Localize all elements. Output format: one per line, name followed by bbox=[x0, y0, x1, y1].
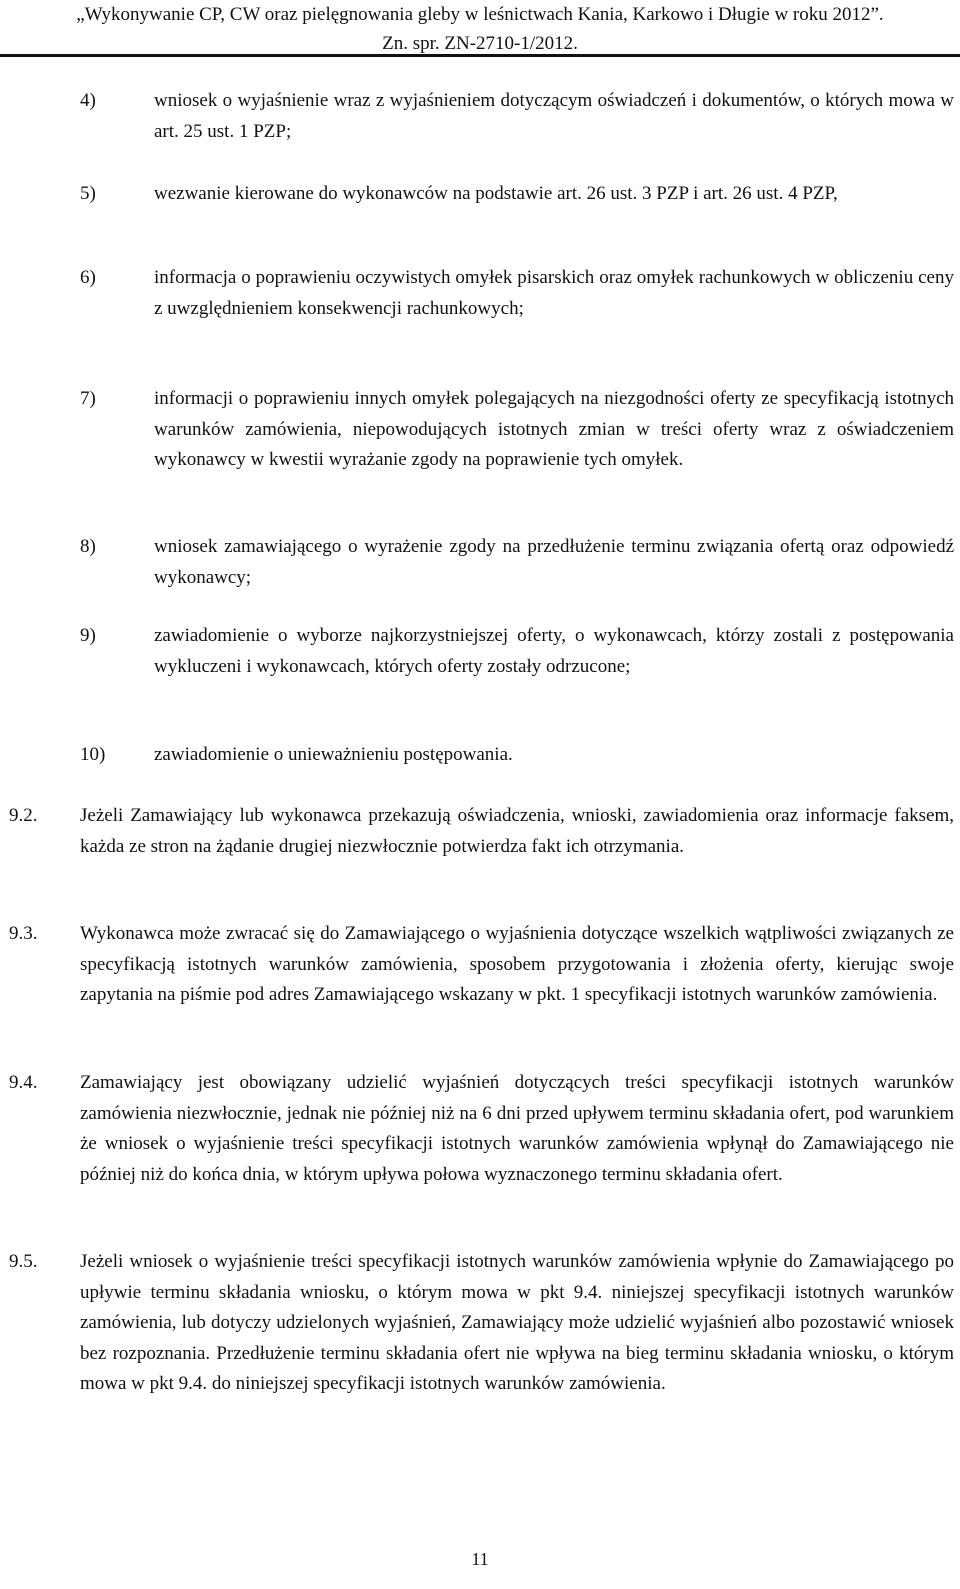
list-item-number: 6) bbox=[80, 267, 96, 288]
page-header bbox=[0, 0, 960, 58]
section-text: Zamawiający jest obowiązany udzielić wyjaśnień dotyczących treści specyfikacji istotnych warunków zamówienia niezwłocznie, jednak nie później niż na 6 dni przed upływem terminu składania ofert, pod warunkiem że wniosek o wyjaśnienie treści specyfikacji istotnych warunków zamówienia wpłynął do Zamawiającego nie później niż do końca dnia, w którym upływa połowa wyznaczonego terminu składania ofert. bbox=[80, 1072, 954, 1185]
list-item-number: 7) bbox=[80, 388, 96, 409]
section-text: Wykonawca może zwracać się do Zamawiającego o wyjaśnienia dotyczące wszelkich wątpliwości związanych ze specyfikacją istotnych warunków zamówienia, sposobem przygotowania i złożenia oferty, kierując swoje zapytania na piśmie pod adres Zamawiającego wskazany w pkt. 1 specyfikacji istotnych warunków zamówienia. bbox=[80, 923, 954, 1005]
header-divider bbox=[0, 54, 960, 57]
list-item-text: wniosek o wyjaśnienie wraz z wyjaśnieniem dotyczącym oświadczeń i dokumentów, o których mowa w art. 25 ust. 1 PZP; bbox=[154, 90, 954, 142]
section-text: Jeżeli Zamawiający lub wykonawca przekazują oświadczenia, wnioski, zawiadomienia oraz informacje faksem, każda ze stron na żądanie drugiej niezwłocznie potwierdza fakt ich otrzymania. bbox=[80, 805, 954, 857]
header-reference: Zn. spr. ZN-2710-1/2012. bbox=[382, 33, 578, 54]
section-number: 9.3. bbox=[9, 923, 38, 944]
list-item-text: wniosek zamawiającego o wyrażenie zgody na przedłużenie terminu związania ofertą oraz odpowiedź wykonawcy; bbox=[154, 536, 954, 588]
page-number: 11 bbox=[471, 1549, 489, 1569]
section-number: 9.5. bbox=[9, 1251, 38, 1272]
list-item-text: informacja o poprawieniu oczywistych omyłek pisarskich oraz omyłek rachunkowych w obliczeniu ceny z uwzględnieniem konsekwencji rachunkowych; bbox=[154, 267, 954, 319]
list-item-number: 8) bbox=[80, 536, 96, 557]
list-item-number: 10) bbox=[80, 744, 106, 765]
list-item-number: 5) bbox=[80, 183, 96, 204]
list-item-text: informacji o poprawieniu innych omyłek polegających na niezgodności oferty ze specyfikacją istotnych warunków zamówienia, niepowodujących istotnych zmian w treści oferty wraz z oświadczeniem wykonawcy w kwestii wyrażanie zgody na poprawienie tych omyłek. bbox=[154, 388, 954, 470]
list-item-text: zawiadomienie o unieważnieniu postępowania. bbox=[154, 744, 513, 765]
list-item-number: 4) bbox=[80, 90, 96, 111]
header-title: „Wykonywanie CP, CW oraz pielęgnowania gleby w leśnictwach Kania, Karkowo i Długie w roku 2012”. bbox=[76, 4, 884, 25]
list-item-text: wezwanie kierowane do wykonawców na podstawie art. 26 ust. 3 PZP i art. 26 ust. 4 PZP, bbox=[154, 183, 838, 204]
section-number: 9.4. bbox=[9, 1072, 38, 1093]
section-number: 9.2. bbox=[9, 805, 38, 826]
list-item-text: zawiadomienie o wyborze najkorzystniejszej oferty, o wykonawcach, którzy zostali z postępowania wykluczeni i wykonawcach, których oferty zostały odrzucone; bbox=[154, 625, 954, 677]
section-text: Jeżeli wniosek o wyjaśnienie treści specyfikacji istotnych warunków zamówienia wpłynie do Zamawiającego po upływie terminu składania wniosku, o którym mowa w pkt 9.4. niniejszej specyfikacji istotnych warunków zamówienia, lub dotyczy udzielonych wyjaśnień, Zamawiający może udzielić wyjaśnień albo pozostawić wniosek bez rozpoznania. Przedłużenie terminu składania ofert nie wpływa na bieg terminu składania wniosku, o którym mowa w pkt 9.4. do niniejszej specyfikacji istotnych warunków zamówienia. bbox=[80, 1251, 954, 1394]
list-item-number: 9) bbox=[80, 625, 96, 646]
